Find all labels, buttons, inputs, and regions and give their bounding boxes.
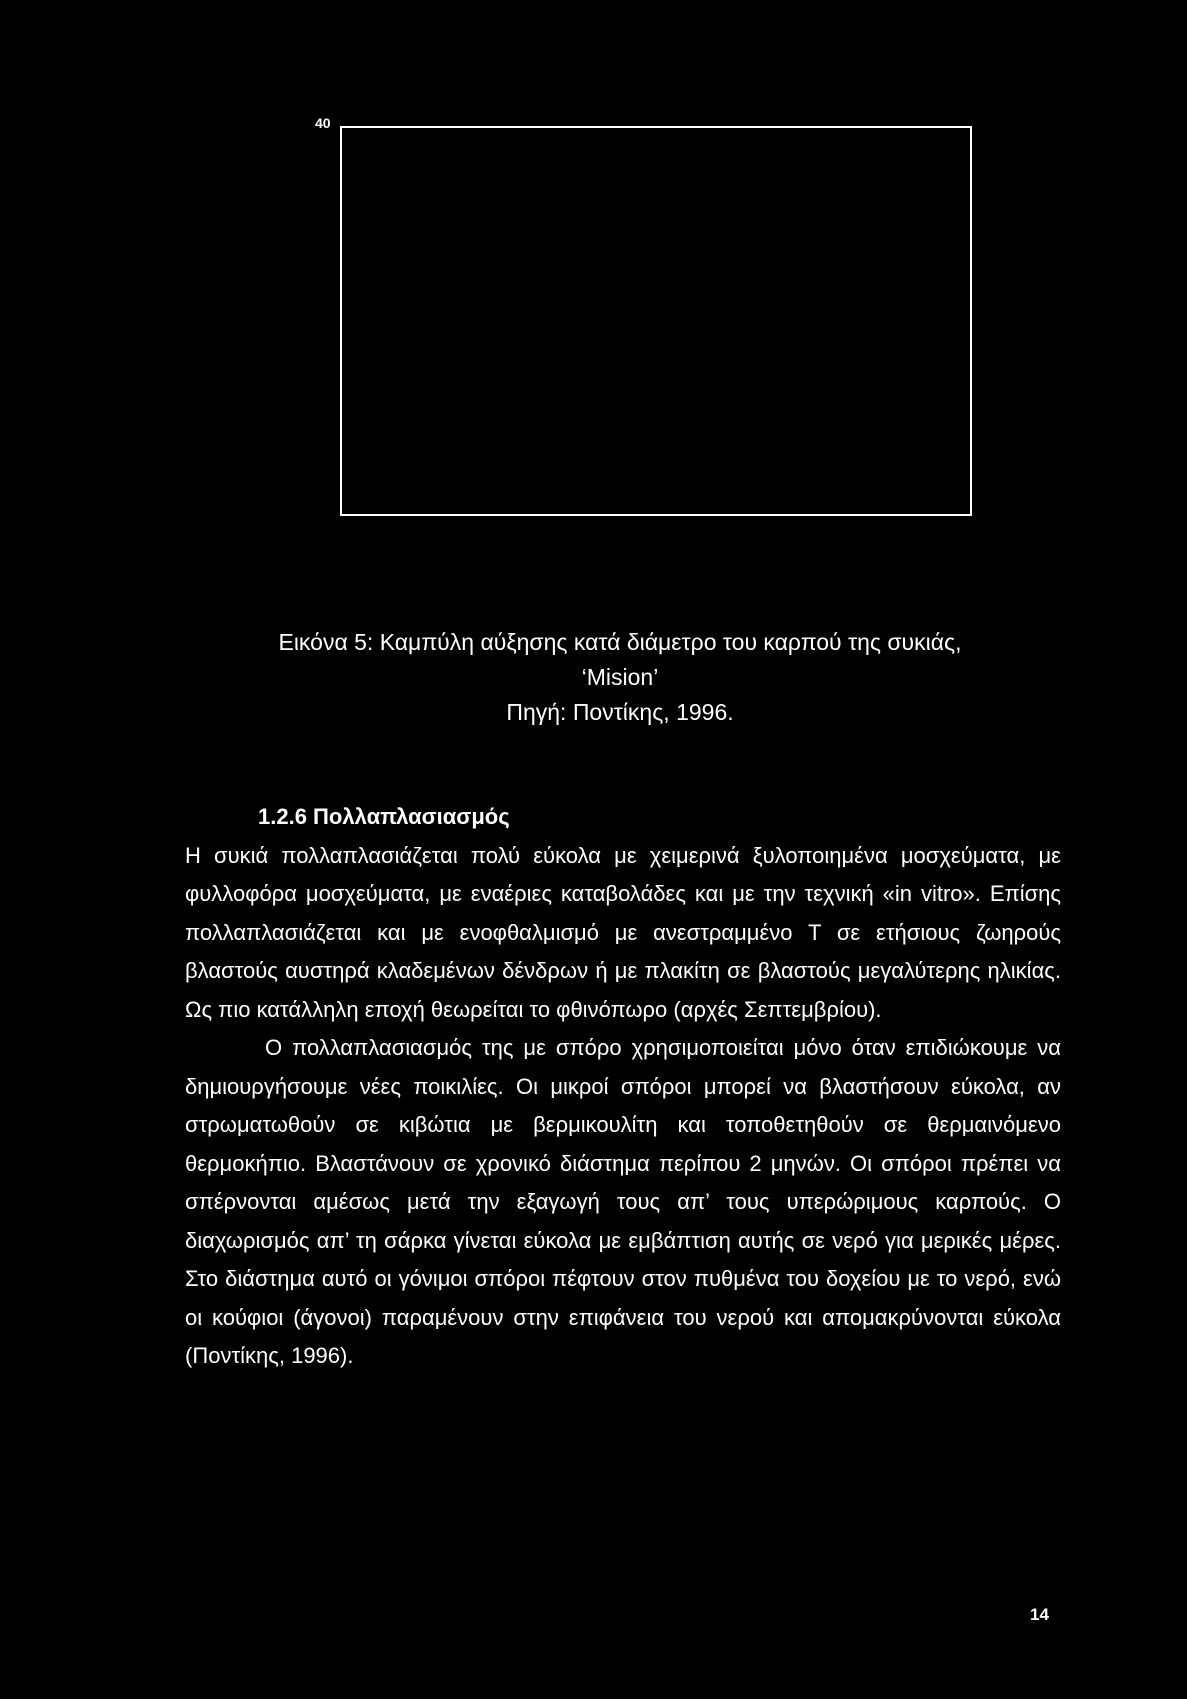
section-heading: 1.2.6 Πολλαπλασιασμός [258,804,510,829]
y-axis-tick-label: 40 [315,115,331,131]
caption-title: Εικόνα 5: Καμπύλη αύξησης κατά διάμετρο του καρπού της συκιάς, [278,629,962,655]
caption-variety: ‘Mision’ [581,664,659,690]
caption-source: Πηγή: Ποντίκης, 1996. [506,699,734,725]
figure-caption [180,625,1060,730]
page-number: 14 [1030,1605,1049,1624]
plot-frame [340,126,972,516]
paragraph-2: Ο πολλαπλασιασμός της με σπόρο χρησιμοποιείται μόνο όταν επιδιώκουμε να δημιουργήσουμε νέες ποικιλίες. Οι μικροί σπόροι μπορεί να βλαστήσουν εύκολα, αν στρωματωθούν σε κιβώτια με βερμικουλίτη και τοποθετηθούν σε θερμαινόμενο θερμοκήπιο. Βλαστάνουν σε χρονικό διάστημα περίπου 2 μηνών. Οι σπόροι πρέπει να σπέρνονται αμέσως μετά την εξαγωγή τους απ’ τους υπερώριμους καρπούς. Ο διαχωρισμός απ’ τη σάρκα γίνεται εύκολα με εμβάπτιση αυτής σε νερό για μερικές μέρες. Στο διάστημα αυτό οι γόνιμοι σπόροι πέφτουν στον πυθμένα του δοχείου με το νερό, ενώ οι κούφιοι (άγονοι) παραμένουν στην επιφάνεια του νερού και απομακρύνονται εύκολα (Ποντίκης, 1996). [185,1035,1061,1368]
figure [315,112,980,522]
section-propagation [185,798,1061,1376]
paragraph-1: Η συκιά πολλαπλασιάζεται πολύ εύκολα με χειμερινά ξυλοποιημένα μοσχεύματα, με φυλλοφόρα μοσχεύματα, με εναέριες καταβολάδες και με την τεχνική «in vitro». Επίσης πολλαπλασιάζεται και με ενοφθαλμισμό με ανεστραμμένο Τ σε ετήσιους ζωηρούς βλαστούς αυστηρά κλαδεμένων δένδρων ή με πλακίτη σε βλαστούς μεγαλύτερης ηλικίας. Ως πιο κατάλληλη εποχή θεωρείται το φθινόπωρο (αρχές Σεπτεμβρίου). [185,842,1061,1022]
